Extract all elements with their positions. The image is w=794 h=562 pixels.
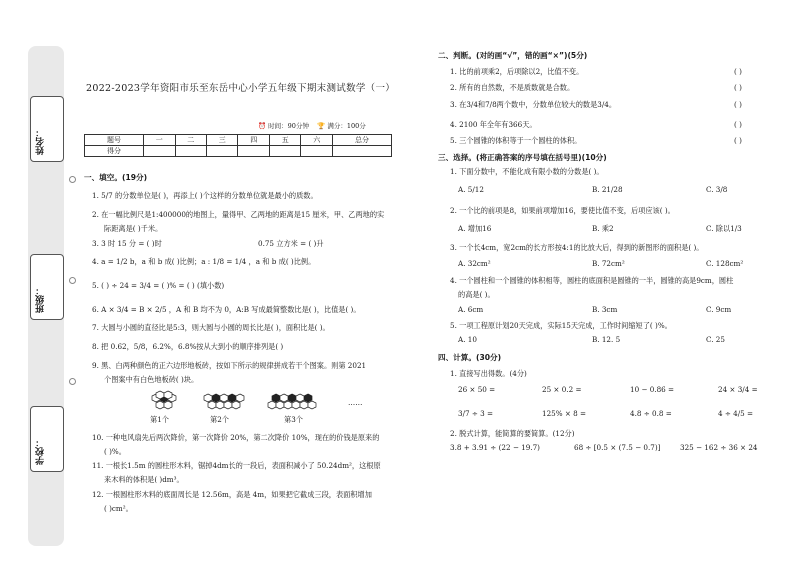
s1-q10a: 10. 一种电风扇先后两次降价，第一次降价 20%，第二次降价 10%，现在的价钱是原来的 [92,433,380,442]
s3-q4-opt-b: B. 3cm [592,305,618,314]
s2-answer-2[interactable]: ( ) [734,83,742,92]
s3-q2-opt-b: B. 乘2 [592,224,614,233]
page-title: 2022-2023学年资阳市乐至东岳中心小学五年级下期末测试数学（一） [86,83,396,94]
s2-answer-4[interactable]: ( ) [734,120,742,129]
score-cell[interactable] [144,146,175,157]
score-table-row [85,146,392,157]
calc-6: 125% × 8 = [542,409,587,418]
calc-3: 10 − 0.86 = [630,385,675,394]
calc-7: 4.8 ÷ 0.8 = [630,409,672,418]
section4-heading: 四、计算。(30分) [438,353,502,362]
pattern-2 [204,394,244,409]
s3-q5-opt-a: A. 10 [458,335,477,344]
s3-q2-opt-a: A. 增加16 [458,224,492,233]
score-cell[interactable] [238,146,269,157]
pattern-3 [268,394,316,409]
s3-q1-opt-b: B. 21/28 [592,185,623,194]
score-cell[interactable] [175,146,206,157]
s3-q4b: 的高是( )。 [458,290,495,299]
s2-answer-3[interactable]: ( ) [734,100,742,109]
s1-q4: 4. a = 1/2 b，a 和 b 成( )比例；a : 1/8 = 1/4 ，a 和 b 成( )比例。 [92,257,316,266]
score-table-header [85,135,392,146]
s1-q5: 5. ( ) ÷ 24 = 3/4 = ( )% = ( ) (填小数) [92,281,225,290]
s2-item-4: 4. 2100 年全年有366天。 [450,120,537,129]
score-cell[interactable] [269,146,300,157]
s2-item-3: 3. 在3/4和7/8两个数中，分数单位较大的数是3/4。 [450,100,617,109]
score-header-cell: 六 [301,135,332,146]
s2-item-5: 5. 三个圆锥的体积等于一个圆柱的体积。 [450,136,582,145]
fig-label-2: 第2个 [210,415,229,424]
s1-q3b: 0.75 立方米 = ( )升 [258,239,324,248]
s1-q2b: 际距离是( )千米。 [104,224,163,233]
score-header-cell: 二 [175,135,206,146]
fig-label-3: 第3个 [284,415,303,424]
class-label: 班级： [36,286,46,313]
section1-heading: 一、填空。(19分) [84,173,148,182]
calc-4: 24 × 3/4 = [718,385,758,394]
calc-5: 3/7 ÷ 3 = [458,409,494,418]
s1-q9a: 9. 黑、白两种颜色的正六边形地板砖，按如下所示的规律拼成若干个图案。则第 2021 [92,361,367,370]
time-info: ⏰ 时间：90分钟 🏆 满分：100分 [258,122,366,130]
score-table [84,134,392,157]
clock-icon: ⏰ [258,122,267,130]
score-header-cell: 题号 [85,135,144,146]
s3-q5: 5. 一项工程原计划20天完成，实际15天完成，工作时间缩短了( )%。 [450,321,672,330]
score-header-cell: 总分 [332,135,391,146]
calc-11: 325 − 162 ÷ 36 × 24 [680,443,758,452]
s3-q5-opt-b: B. 12. 5 [592,335,621,344]
s3-q2: 2. 一个比的前项是8，如果前项增加16，要使比值不变，后项应该( )。 [450,206,675,215]
score-cell[interactable] [207,146,238,157]
s2-item-1: 1. 比的前项乘2，后项除以2，比值不变。 [450,67,584,76]
score-header-cell: 三 [207,135,238,146]
pattern-1 [152,391,176,409]
calc-8: 4 ÷ 4/5 = [718,409,754,418]
s2-answer-1[interactable]: ( ) [734,67,742,76]
fig-label-1: 第1个 [150,415,169,424]
s3-q4-opt-c: C. 9cm [706,305,732,314]
score-cell[interactable] [301,146,332,157]
s3-q1-opt-c: C. 3/8 [706,185,728,194]
s2-item-2: 2. 所有的自然数，不是质数就是合数。 [450,83,575,92]
s1-q9b: 个图案中有白色地板砖( )块。 [104,375,199,384]
s3-q1: 1. 下面分数中，不能化成有限小数的分数是( )。 [450,167,604,176]
score-cell[interactable] [332,146,391,157]
s1-q12b: ( )cm²。 [104,504,133,513]
s3-q5-opt-c: C. 25 [706,335,725,344]
s3-q4-opt-a: A. 6cm [458,305,484,314]
section2-heading: 二、判断。(对的画“√”，错的画“×”)(5分) [438,51,588,60]
s3-q2-opt-c: C. 除以1/3 [706,224,742,233]
calc-10: 68 ÷ [0.5 × (7.5 − 0.7)] [574,443,661,452]
s1-q12a: 12. 一根圆柱形木料的底面周长是 12.56m，高是 4m，如果把它截成三段，表面积增加 [92,490,372,499]
section3-heading: 三、选择。(将正确答案的序号填在括号里)(10分) [438,153,607,162]
s3-q3-opt-a: A. 32cm² [458,259,491,268]
binding-hole [69,176,76,183]
s3-q4a: 4. 一个圆柱和一个圆锥的体积相等，圆柱的底面积是圆锥的一半，圆锥的高是9cm，圆柱 [450,276,734,285]
binding-hole [69,277,76,284]
s1-q8: 8. 把 0.62，5/8，6.2%，6.8%按从大到小的顺序排列是( ) [92,342,284,351]
s1-q2a: 2. 在一幅比例尺是1:400000的地图上，量得甲、乙两地的距离是15 厘米，甲、乙两地的实 [92,210,385,219]
score-header-cell: 四 [238,135,269,146]
s1-q11b: 来木料的体积是( )dm³。 [104,475,184,484]
s3-q1-opt-a: A. 5/12 [458,185,484,194]
calc-1: 26 × 50 = [458,385,496,394]
s3-q3-opt-c: C. 128cm² [706,259,744,268]
s3-q3: 3. 一个长4cm，宽2cm的长方形按4:1的比放大后，得到的新图形的面积是( )。 [450,243,704,252]
s1-q11a: 11. 一根长1.5m 的圆柱形木料，锯掉4dm长的一段后，表面积减小了 50.24dm²，这根原 [92,461,381,470]
trophy-icon: 🏆 [317,122,326,130]
score-row-label: 得分 [85,146,144,157]
score-header-cell: 五 [269,135,300,146]
s3-q3-opt-b: B. 72cm² [592,259,625,268]
s4-sub1: 1. 直接写出得数。(4分) [450,369,527,378]
score-header-cell: 一 [144,135,175,146]
s1-q6: 6. A × 3/4 = B × 2/5 ，A 和 B 均不为 0，A:B 写成最简整数比是( )，比值是( )。 [92,305,361,314]
hexagon-pattern-figure [140,390,350,432]
calc-9: 3.8 + 3.91 ÷ (22 − 19.7) [450,443,540,452]
s1-q3a: 3. 3 时 15 分 = ( )时 [92,239,162,248]
calc-2: 25 × 0.2 = [542,385,582,394]
s4-sub2: 2. 脱式计算，能简算的要简算。(12分) [450,429,575,438]
s1-q10b: ( )%。 [104,447,126,456]
name-label: 姓名： [36,128,46,155]
binding-hole [69,378,76,385]
s1-q7: 7. 大圆与小圆的直径比是5:3，则大圆与小圆的周长比是( )，面积比是( )。 [92,323,330,332]
binding-strip [28,46,64,546]
s1-q1: 1. 5/7 的分数单位是( )，再添上( )个这样的分数单位就是最小的质数。 [92,191,318,200]
fig-ellipsis: …… [348,398,363,407]
school-label: 学校： [36,438,46,465]
s2-answer-5[interactable]: ( ) [734,136,742,145]
